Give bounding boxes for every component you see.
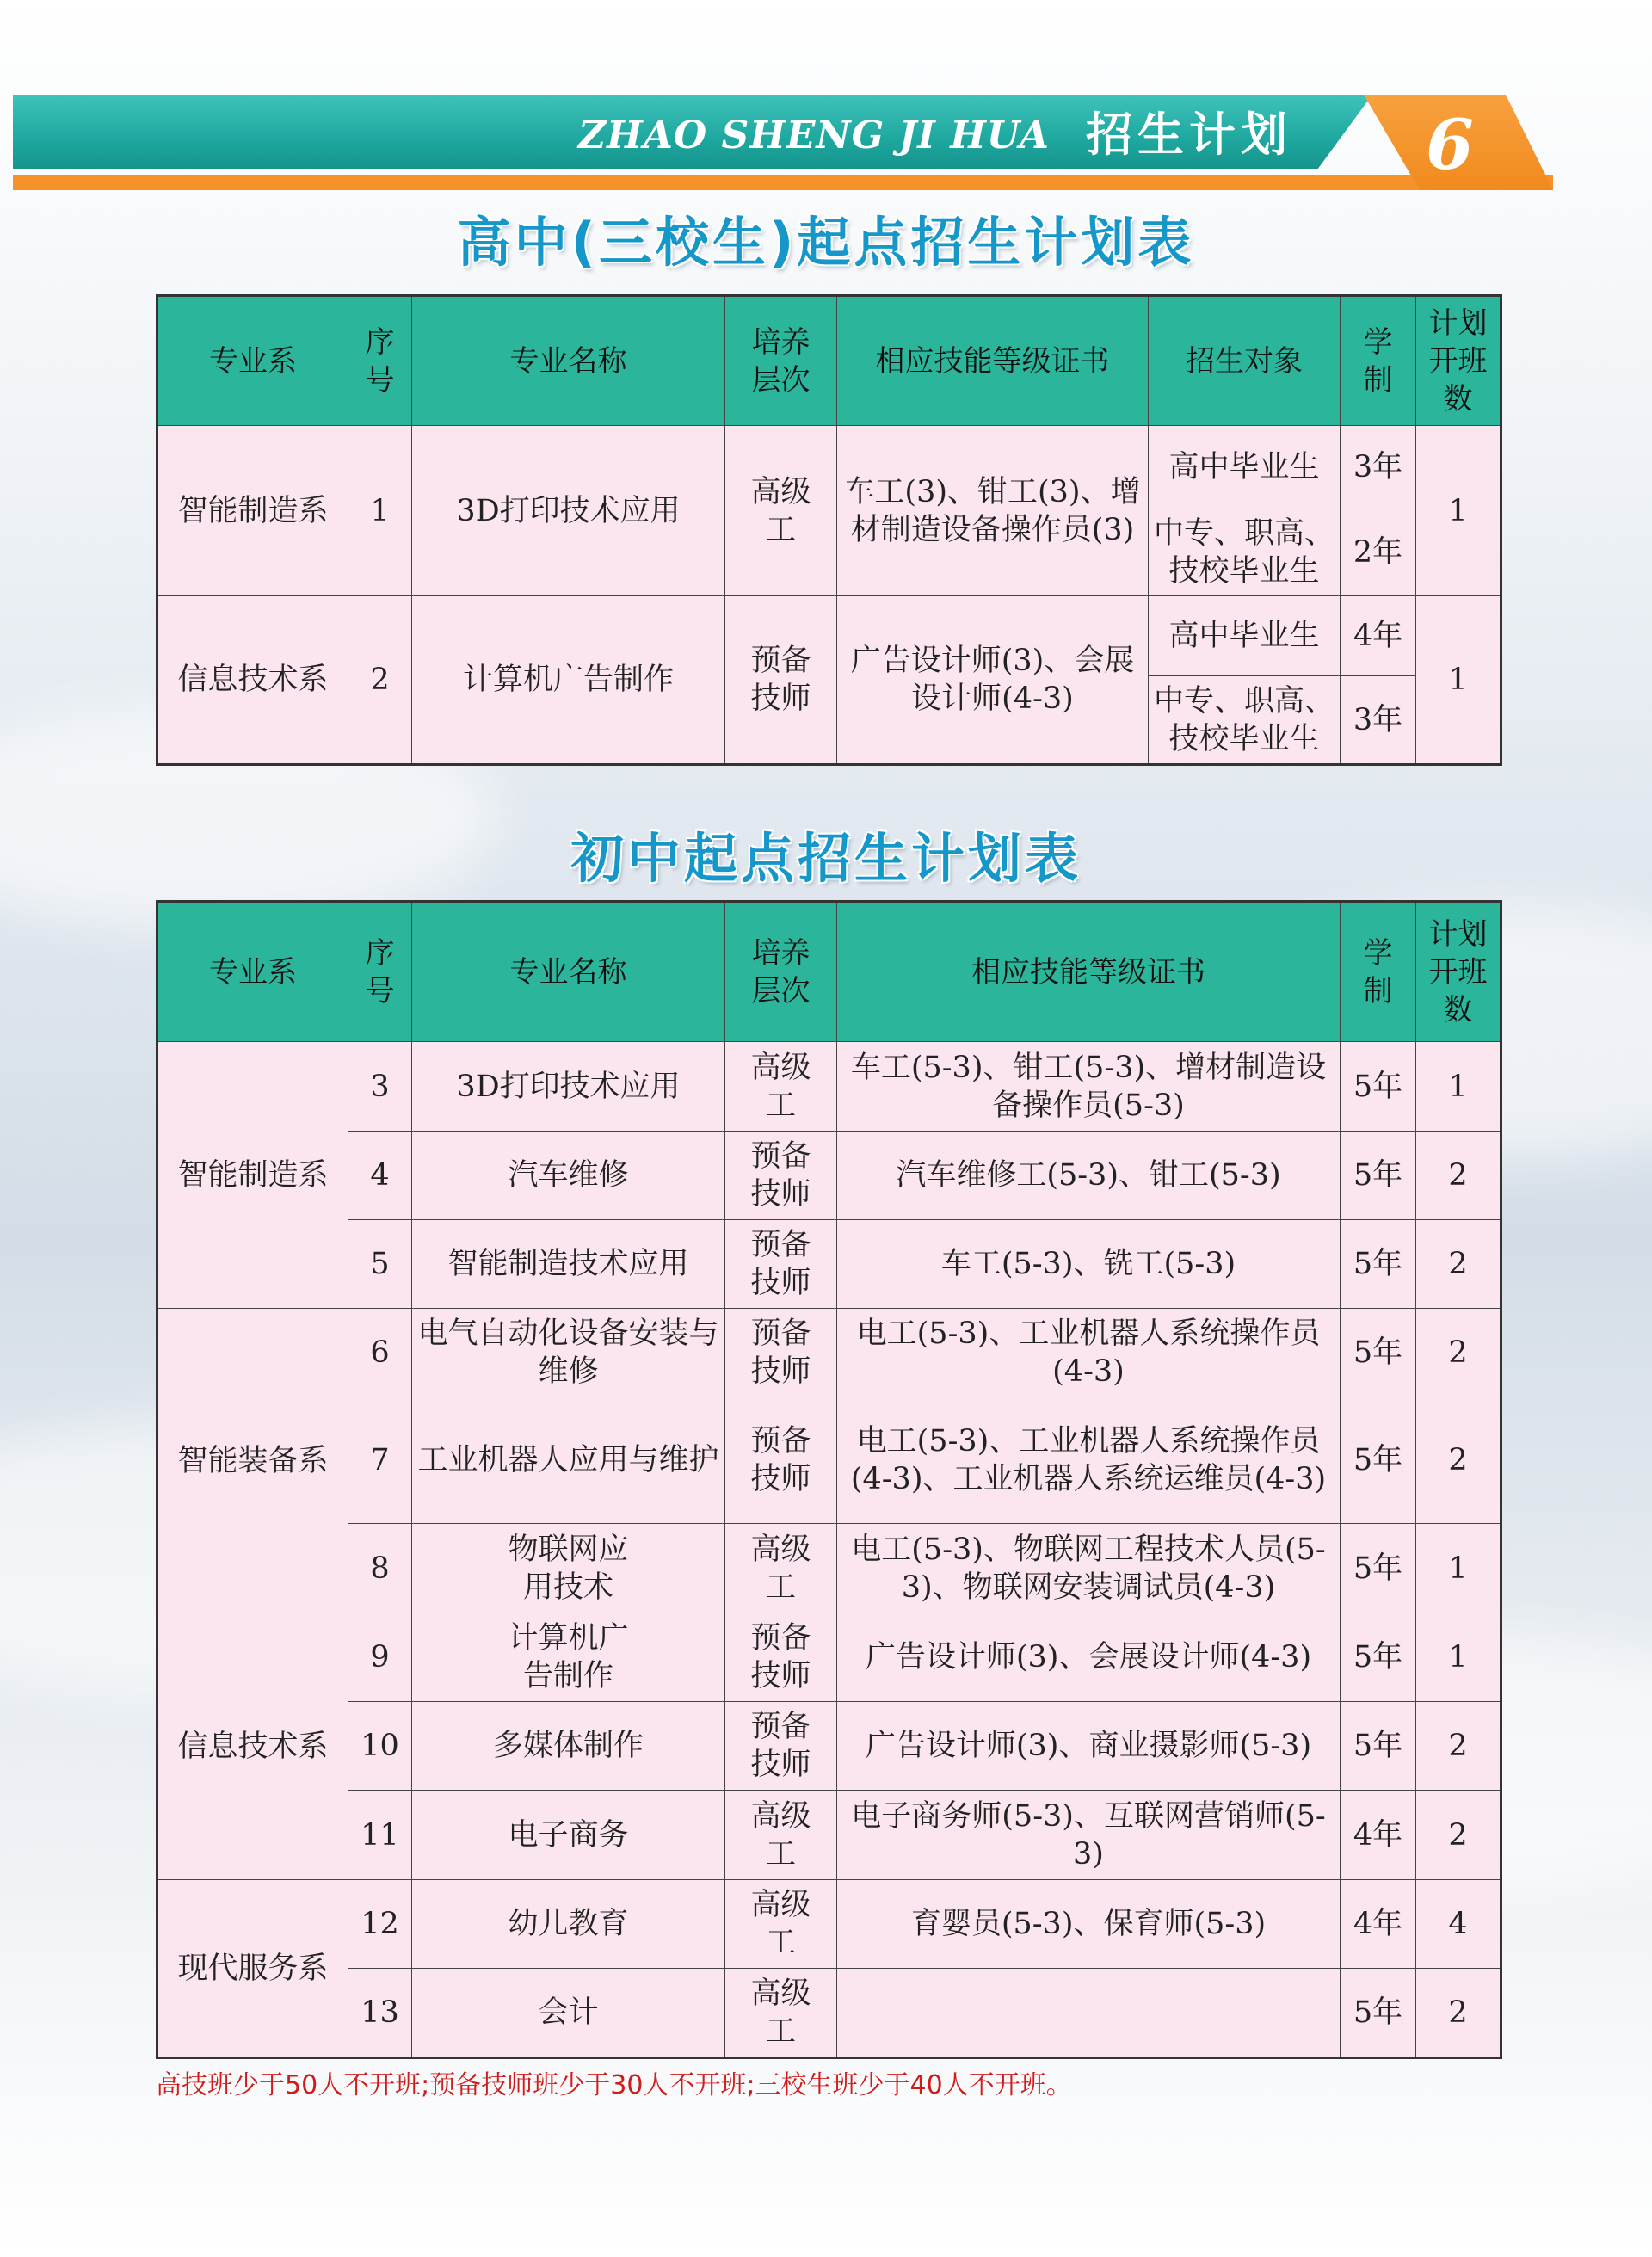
years-cell: 4年 xyxy=(1341,596,1416,676)
no-cell: 1 xyxy=(348,426,412,596)
classes-cell: 2 xyxy=(1416,1132,1501,1220)
classes-cell: 2 xyxy=(1416,1397,1501,1524)
classes-cell: 1 xyxy=(1416,596,1501,765)
header-cert: 相应技能等级证书 xyxy=(837,902,1341,1042)
table-row xyxy=(157,1042,1501,1132)
header-classes: 计划开班数 xyxy=(1416,296,1501,426)
header-level: 培养层次 xyxy=(725,902,837,1042)
no-cell: 3 xyxy=(348,1042,412,1132)
table1-high-school-plan xyxy=(156,294,1502,766)
level-cell: 预备技师 xyxy=(725,596,837,765)
cert-cell: 车工(5-3)、铣工(5-3) xyxy=(837,1220,1341,1309)
no-cell: 2 xyxy=(348,596,412,765)
years-cell: 5年 xyxy=(1341,1613,1416,1702)
table-row xyxy=(157,1524,1501,1613)
target-cell: 高中毕业生 xyxy=(1149,426,1341,509)
level-cell: 预备技师 xyxy=(725,1309,837,1397)
classes-cell: 2 xyxy=(1416,1702,1501,1791)
dept-cell: 信息技术系 xyxy=(157,1613,348,1880)
header-dept: 专业系 xyxy=(157,296,348,426)
years-cell: 2年 xyxy=(1341,509,1416,596)
classes-cell: 2 xyxy=(1416,1220,1501,1309)
table-row xyxy=(157,426,1501,509)
page-number: 6 xyxy=(1426,104,1474,185)
no-cell: 7 xyxy=(348,1397,412,1524)
header-dept: 专业系 xyxy=(157,902,348,1042)
banner-chinese-title: 招生计划 xyxy=(1086,108,1292,162)
classes-cell: 2 xyxy=(1416,1309,1501,1397)
major-cell: 计算机广告制作 xyxy=(412,596,725,765)
table-row xyxy=(157,1791,1501,1880)
years-cell: 5年 xyxy=(1341,1309,1416,1397)
major-cell: 物联网应用技术 xyxy=(412,1524,725,1613)
cert-cell: 车工(5-3)、钳工(5-3)、增材制造设备操作员(5-3) xyxy=(837,1042,1341,1132)
header-major: 专业名称 xyxy=(412,902,725,1042)
years-cell: 4年 xyxy=(1341,1791,1416,1880)
no-cell: 6 xyxy=(348,1309,412,1397)
header-cert: 相应技能等级证书 xyxy=(837,296,1149,426)
banner-pinyin-title: ZHAO SHENG JI HUA xyxy=(578,114,1050,157)
major-cell: 电气自动化设备安装与维修 xyxy=(412,1309,725,1397)
header-level: 培养层次 xyxy=(725,296,837,426)
target-cell: 中专、职高、技校毕业生 xyxy=(1149,676,1341,765)
table-row xyxy=(157,1397,1501,1524)
no-cell: 11 xyxy=(348,1791,412,1880)
header-no: 序号 xyxy=(348,296,412,426)
dept-cell: 现代服务系 xyxy=(157,1880,348,2058)
major-cell: 3D打印技术应用 xyxy=(412,1042,725,1132)
cert-cell: 电工(5-3)、物联网工程技术人员(5-3)、物联网安装调试员(4-3) xyxy=(837,1524,1341,1613)
classes-cell: 1 xyxy=(1416,1613,1501,1702)
classes-cell: 2 xyxy=(1416,1969,1501,2058)
level-cell: 预备技师 xyxy=(725,1397,837,1524)
cert-cell xyxy=(837,1969,1341,2058)
classes-cell: 4 xyxy=(1416,1880,1501,1969)
no-cell: 13 xyxy=(348,1969,412,2058)
cert-cell: 广告设计师(3)、会展设计师(4-3) xyxy=(837,1613,1341,1702)
no-cell: 8 xyxy=(348,1524,412,1613)
level-cell: 高级工 xyxy=(725,1880,837,1969)
years-cell: 5年 xyxy=(1341,1042,1416,1132)
level-cell: 预备技师 xyxy=(725,1613,837,1702)
header-classes: 计划开班数 xyxy=(1416,902,1501,1042)
years-cell: 4年 xyxy=(1341,1880,1416,1969)
years-cell: 5年 xyxy=(1341,1220,1416,1309)
level-cell: 预备技师 xyxy=(725,1702,837,1791)
table-row xyxy=(157,596,1501,676)
dept-cell: 信息技术系 xyxy=(157,596,348,765)
cert-cell: 育婴员(5-3)、保育师(5-3) xyxy=(837,1880,1341,1969)
dept-cell: 智能制造系 xyxy=(157,426,348,596)
years-cell: 5年 xyxy=(1341,1702,1416,1791)
cert-cell: 电工(5-3)、工业机器人系统操作员(4-3)、工业机器人系统运维员(4-3) xyxy=(837,1397,1341,1524)
table-row xyxy=(157,1702,1501,1791)
major-cell: 智能制造技术应用 xyxy=(412,1220,725,1309)
level-cell: 高级工 xyxy=(725,1791,837,1880)
dept-cell: 智能制造系 xyxy=(157,1042,348,1309)
years-cell: 3年 xyxy=(1341,426,1416,509)
table2-middle-school-plan xyxy=(156,900,1502,2059)
years-cell: 3年 xyxy=(1341,676,1416,765)
header-target: 招生对象 xyxy=(1149,296,1341,426)
table-row xyxy=(157,1220,1501,1309)
cert-cell: 广告设计师(3)、商业摄影师(5-3) xyxy=(837,1702,1341,1791)
years-cell: 5年 xyxy=(1341,1969,1416,2058)
major-cell: 工业机器人应用与维护 xyxy=(412,1397,725,1524)
table1-title: 高中(三校生)起点招生计划表 xyxy=(457,211,1195,274)
major-cell: 幼儿教育 xyxy=(412,1880,725,1969)
target-cell: 中专、职高、技校毕业生 xyxy=(1149,509,1341,596)
level-cell: 预备技师 xyxy=(725,1220,837,1309)
classes-cell: 1 xyxy=(1416,426,1501,596)
cert-cell: 车工(3)、钳工(3)、增材制造设备操作员(3) xyxy=(837,426,1149,596)
table2-title: 初中起点招生计划表 xyxy=(570,827,1082,890)
table-row xyxy=(157,1309,1501,1397)
major-cell: 3D打印技术应用 xyxy=(412,426,725,596)
major-cell: 会计 xyxy=(412,1969,725,2058)
years-cell: 5年 xyxy=(1341,1397,1416,1524)
no-cell: 10 xyxy=(348,1702,412,1791)
level-cell: 高级工 xyxy=(725,426,837,596)
major-cell: 电子商务 xyxy=(412,1791,725,1880)
major-cell: 多媒体制作 xyxy=(412,1702,725,1791)
footnote: 高技班少于50人不开班;预备技师班少于30人不开班;三校生班少于40人不开班。 xyxy=(156,2070,1072,2100)
level-cell: 高级工 xyxy=(725,1969,837,2058)
years-cell: 5年 xyxy=(1341,1132,1416,1220)
table-row xyxy=(157,1613,1501,1702)
level-cell: 高级工 xyxy=(725,1042,837,1132)
table-row xyxy=(157,1969,1501,2058)
header-orange-stripe xyxy=(13,175,1553,190)
major-cell: 计算机广告制作 xyxy=(412,1613,725,1702)
header-years: 学制 xyxy=(1341,296,1416,426)
no-cell: 9 xyxy=(348,1613,412,1702)
no-cell: 12 xyxy=(348,1880,412,1969)
header-major: 专业名称 xyxy=(412,296,725,426)
classes-cell: 2 xyxy=(1416,1791,1501,1880)
classes-cell: 1 xyxy=(1416,1524,1501,1613)
table-row xyxy=(157,1880,1501,1969)
cert-cell: 广告设计师(3)、会展设计师(4-3) xyxy=(837,596,1149,765)
no-cell: 5 xyxy=(348,1220,412,1309)
cert-cell: 汽车维修工(5-3)、钳工(5-3) xyxy=(837,1132,1341,1220)
dept-cell: 智能装备系 xyxy=(157,1309,348,1613)
table2-header-row xyxy=(157,902,1501,1042)
header-years: 学制 xyxy=(1341,902,1416,1042)
table1-header-row xyxy=(157,296,1501,426)
target-cell: 高中毕业生 xyxy=(1149,596,1341,676)
no-cell: 4 xyxy=(348,1132,412,1220)
classes-cell: 1 xyxy=(1416,1042,1501,1132)
level-cell: 高级工 xyxy=(725,1524,837,1613)
cert-cell: 电子商务师(5-3)、互联网营销师(5-3) xyxy=(837,1791,1341,1880)
years-cell: 5年 xyxy=(1341,1524,1416,1613)
header-no: 序号 xyxy=(348,902,412,1042)
cert-cell: 电工(5-3)、工业机器人系统操作员(4-3) xyxy=(837,1309,1341,1397)
major-cell: 汽车维修 xyxy=(412,1132,725,1220)
level-cell: 预备技师 xyxy=(725,1132,837,1220)
table-row xyxy=(157,1132,1501,1220)
